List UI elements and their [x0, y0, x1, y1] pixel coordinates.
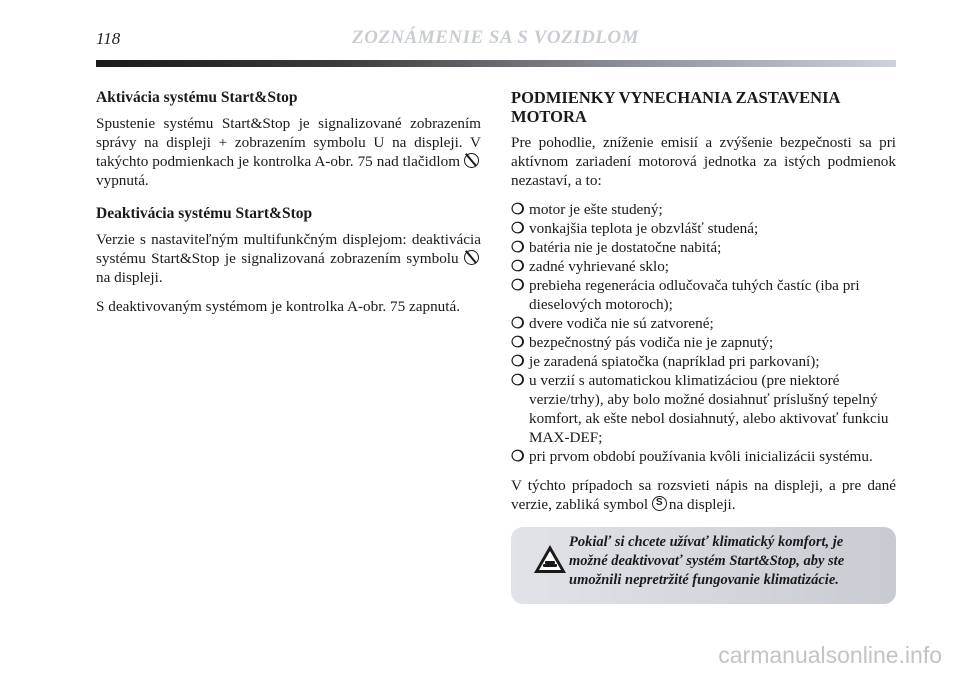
conditions-heading: PODMIENKY VYNECHANIA ZASTAVENIA MOTORA [511, 88, 840, 126]
list-item: ❍ vonkajšia teplota je obzvlášť studená; [511, 220, 759, 237]
closing-text-end: na displeji. [668, 496, 736, 513]
chapter-title: ZOZNÁMENIE SA S VOZIDLOM [352, 27, 640, 48]
activation-text-end: vypnutá. [96, 172, 149, 189]
list-item: ❍ je zaradená spiatočka (napríklad pri parkovaní); [511, 353, 820, 370]
circle-bullet-icon: ❍ [511, 353, 525, 370]
circle-bullet-icon: ❍ [511, 239, 525, 256]
list-item: ❍ prebieha regenerácia odlučovača tuhých častíc (iba pri dieselových motoroch); [511, 277, 860, 313]
circle-bullet-icon: ❍ [511, 258, 525, 275]
note-text: Pokiaľ si chcete užívať klimatický komfort, je možné deaktivovať systém Start&Stop, aby ste umožnili nepretržité fungovanie klimatizácie. [569, 534, 845, 588]
circle-bullet-icon: ❍ [511, 220, 525, 237]
circle-bullet-icon: ❍ [511, 315, 525, 332]
left-column [96, 88, 481, 326]
circle-bullet-icon: ❍ [511, 201, 525, 218]
circle-bullet-icon: ❍ [511, 448, 525, 465]
list-item: ❍ pri prvom období používania kvôli inicializácii systému. [511, 448, 873, 465]
page-number: 118 [96, 29, 121, 48]
start-stop-off-icon [464, 153, 479, 168]
circle-bullet-icon: ❍ [511, 277, 525, 294]
watermark: carmanualsonline.info [718, 642, 942, 668]
activation-heading: Aktivácia systému Start&Stop [96, 89, 298, 106]
warning-triangle-icon [532, 543, 568, 575]
conditions-list [511, 200, 896, 466]
circle-bullet-icon: ❍ [511, 372, 525, 389]
deactivation-paragraph [96, 230, 481, 287]
note-box [511, 527, 896, 604]
list-item: ❍ batéria nie je dostatočne nabitá; [511, 239, 722, 256]
circle-bullet-icon: ❍ [511, 334, 525, 351]
list-item: ❍ u verzií s automatickou klimatizáciou (pre niektoré verzie/trhy), aby bolo možné dosiahnuť príslušný tepelný komfort, ak ešte nebol dosiahnutý, alebo aktivovať funkciu MAX-DEF; [511, 372, 889, 446]
activation-text: Spustenie systému Start&Stop je signalizované zobrazením správy na displeji + zobrazením symbolu U na displeji. V takýchto podmienkach je kontrolka A-obr. 75 nad tlačidlom [96, 115, 481, 170]
list-item: ❍ dvere vodiča nie sú zatvorené; [511, 315, 714, 332]
closing-paragraph [511, 476, 896, 514]
conditions-intro: Pre pohodlie, zníženie emisií a zvýšenie bezpečnosti sa pri aktívnom zariadení motorová jednotka za istých podmienok nezastaví, a to: [511, 134, 896, 189]
start-stop-icon: S [652, 496, 667, 511]
deactivation-heading: Deaktivácia systému Start&Stop [96, 205, 313, 222]
deactivation-text: Verzie s nastaviteľným multifunkčným displejom: deaktivácia systému Start&Stop je signalizovaná zobrazením symbolu [96, 231, 481, 267]
header-rule [96, 60, 896, 67]
right-column [511, 88, 896, 524]
list-item: ❍ bezpečnostný pás vodiča nie je zapnutý; [511, 334, 774, 351]
deactivated-paragraph: S deaktivovaným systémom je kontrolka A-obr. 75 zapnutá. [96, 298, 461, 315]
deactivation-text-end: na displeji. [96, 269, 163, 286]
activation-paragraph [96, 114, 481, 190]
closing-text: V týchto prípadoch sa rozsvieti nápis na displeji, a pre dané verzie, zabliká symbol [511, 477, 896, 513]
list-item: ❍ motor je ešte studený; [511, 201, 663, 218]
list-item: ❍ zadné vyhrievané sklo; [511, 258, 670, 275]
start-stop-off-icon [464, 250, 479, 265]
